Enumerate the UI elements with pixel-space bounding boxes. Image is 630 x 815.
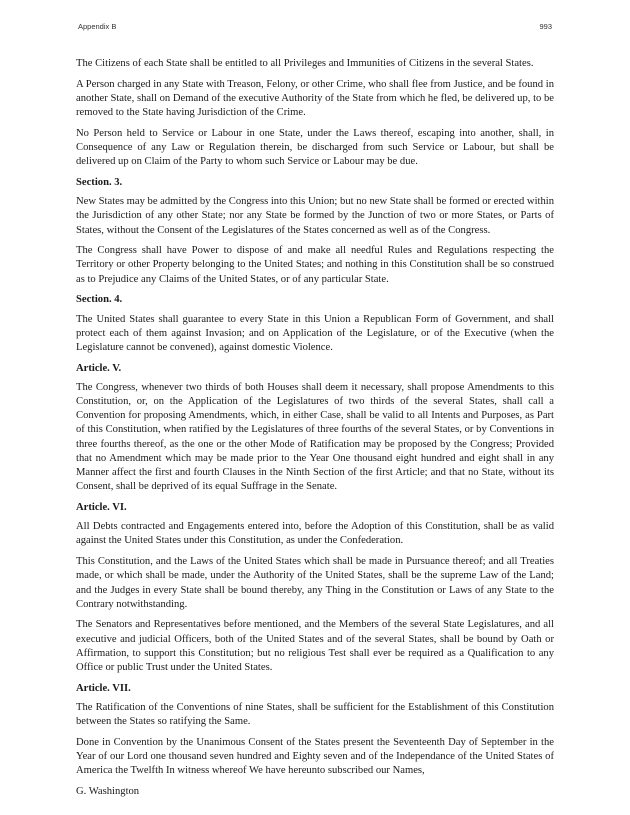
page-number: 993 bbox=[539, 22, 552, 31]
heading-article-5: Article. V. bbox=[76, 362, 122, 374]
paragraph-new-states: New States may be admitted by the Congress into this Union; but no new State shall be formed or erected within the Jurisdiction of any other State; nor any State be formed by the Junction of two or more States, or Parts of States, without the Consent of the Legislatures of the States concerned as well as of the Congress. bbox=[76, 196, 554, 236]
paragraph-privileges-immunities: The Citizens of each State shall be entitled to all Privileges and Immunities of Citizens in the several States. bbox=[76, 58, 534, 69]
paragraph-ratification: The Ratification of the Conventions of nine States, shall be sufficient for the Establishment of this Constitution between the States so ratifying the Same. bbox=[76, 701, 554, 728]
paragraph-service-labour: No Person held to Service or Labour in one State, under the Laws thereof, escaping into another, shall, in Consequence of any Law or Regulation therein, be discharged from such Service or Labour, but shall be delivered up on Claim of the Party to whom such Service or Labour may be due. bbox=[76, 127, 554, 168]
paragraph-done-in-convention: Done in Convention by the Unanimous Consent of the States present the Seventeenth Day of September in the Year of our Lord one thousand seven hundred and Eighty seven and of the Independance of the United States of America the Twelfth In witness whereof We have hereunto subscribed our Names, bbox=[76, 736, 554, 777]
paragraph-supremacy: This Constitution, and the Laws of the United States which shall be made in Pursuance thereof; and all Treaties made, or which shall be made, under the Authority of the United States, shall be the supreme Law of the Land; and the Judges in every State shall be bound thereby, any Thing in the Constitution or Laws of any State to the Contrary notwithstanding. bbox=[76, 556, 554, 610]
heading-article-7: Article. VII. bbox=[76, 682, 131, 694]
heading-article-6: Article. VI. bbox=[76, 501, 127, 513]
paragraph-republican-government: The United States shall guarantee to every State in this Union a Republican Form of Government, and shall protect each of them against Invasion; and on Application of the Legislature, or of the Executive (when the Legislature cannot be convened), against domestic Violence. bbox=[76, 313, 554, 353]
signature-washington: G. Washington bbox=[76, 785, 140, 797]
document-body bbox=[76, 57, 554, 799]
paragraph-oaths: The Senators and Representatives before mentioned, and the Members of the several State Legislatures, and all executive and judicial Officers, both of the United States and of the several States, shall be bound by Oath or Affirmation, to support this Constitution; but no religious Test shall ever be required as a Qualification to any Office or public Trust under the United States. bbox=[76, 619, 554, 674]
paragraph-territory-property: The Congress shall have Power to dispose of and make all needful Rules and Regulations respecting the Territory or other Property belonging to the United States; and nothing in this Constitution shall be so construed as to Prejudice any Claims of the United States, or of any particular State. bbox=[76, 245, 554, 285]
paragraph-debts: All Debts contracted and Engagements entered into, before the Adoption of this Constitution, shall be as valid against the United States under this Constitution, as under the Confederation. bbox=[76, 521, 554, 547]
paragraph-extradition: A Person charged in any State with Treason, Felony, or other Crime, who shall flee from Justice, and be found in another State, shall on Demand of the executive Authority of the State from which he fled, be delivered up, to be removed to the State having Jurisdiction of the Crime. bbox=[76, 78, 554, 119]
running-header bbox=[76, 22, 554, 31]
heading-section-4: Section. 4. bbox=[76, 294, 123, 306]
header-section-title: Appendix B bbox=[78, 22, 117, 31]
paragraph-amendments: The Congress, whenever two thirds of both Houses shall deem it necessary, shall propose Amendments to this Constitution, or, on the Application of the Legislatures of two thirds of the several States, shall call a Convention for proposing Amendments, which, in either Case, shall be valid to all Intents and Purposes, as Part of this Constitution, when ratified by the Legislatures of three fourths of the several States, or by Conventions in three fourths thereof, as the one or the other Mode of Ratification may be proposed by the Congress; Provided that no Amendment which may be made prior to the Year One thousand eight hundred and eight shall in any Manner affect the first and fourth Clauses in the Ninth Section of the first Article; and that no State, without its Consent, shall be deprived of its equal Suffrage in the Senate. bbox=[76, 381, 554, 493]
heading-section-3: Section. 3. bbox=[76, 176, 123, 188]
